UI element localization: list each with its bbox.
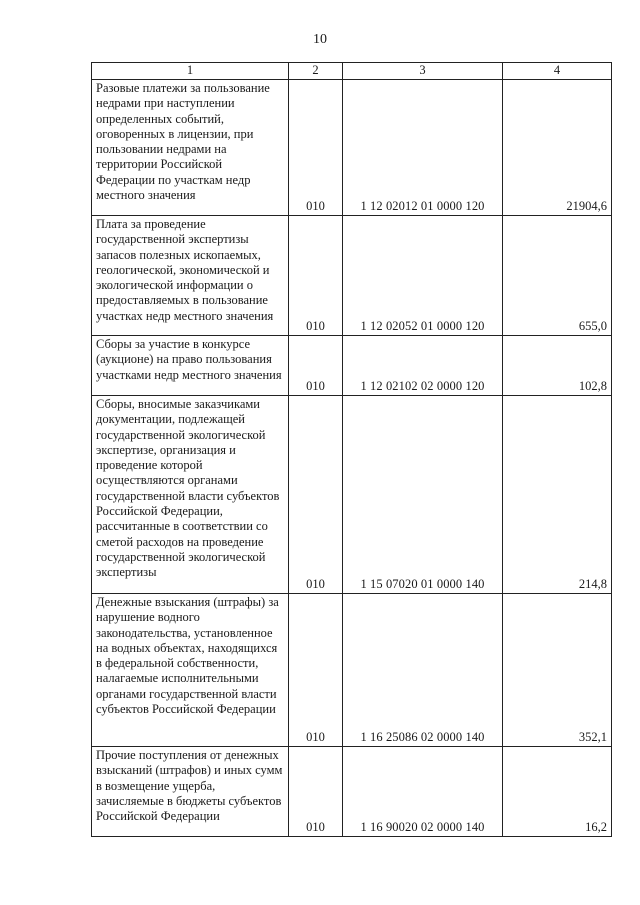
revenue-name: Разовые платежи за пользование недрами при наступлении определенных событий, оговоренных в лицензии, при пользовании недрами на территории Российской Федерации по участкам недр местного значения: [92, 80, 289, 216]
budget-classification-code: 1 16 90020 02 0000 140: [343, 747, 503, 837]
revenue-name: Денежные взыскания (штрафы) за нарушение водного законодательства, установленное на водных объектах, находящихся в федеральной собственности, налагаемые исполнительными органами государственной власти субъектов Российской Федерации: [92, 594, 289, 747]
budget-classification-code: 1 12 02012 01 0000 120: [343, 80, 503, 216]
amount-value: 214,8: [503, 396, 612, 594]
revenue-name: Прочие поступления от денежных взысканий (штрафов) и иных сумм в возмещение ущерба, зачисляемые в бюджеты субъектов Российской Федерации: [92, 747, 289, 837]
table-row: [92, 216, 612, 336]
column-header-3: 3: [343, 63, 503, 80]
page-number: 10: [313, 32, 327, 47]
line-code: 010: [289, 336, 343, 396]
revenue-table: [91, 62, 612, 837]
column-header-4: 4: [503, 63, 612, 80]
budget-classification-code: 1 16 25086 02 0000 140: [343, 594, 503, 747]
amount-value: 655,0: [503, 216, 612, 336]
line-code: 010: [289, 396, 343, 594]
table-header-row: [92, 63, 612, 80]
amount-value: 16,2: [503, 747, 612, 837]
revenue-name: Сборы за участие в конкурсе (аукционе) на право пользования участками недр местного значения: [92, 336, 289, 396]
revenue-name: Сборы, вносимые заказчиками документации, подлежащей государственной экологической экспертизе, организация и проведение которой осуществляются органами государственной власти субъектов Российской Федерации, рассчитанные в соответствии со сметой расходов на проведение государственной экологической экспертизы: [92, 396, 289, 594]
line-code: 010: [289, 594, 343, 747]
amount-value: 102,8: [503, 336, 612, 396]
amount-value: 352,1: [503, 594, 612, 747]
column-header-2: 2: [289, 63, 343, 80]
table-row: [92, 594, 612, 747]
line-code: 010: [289, 80, 343, 216]
table-row: [92, 336, 612, 396]
column-header-1: 1: [92, 63, 289, 80]
table-row: [92, 396, 612, 594]
budget-classification-code: 1 15 07020 01 0000 140: [343, 396, 503, 594]
line-code: 010: [289, 216, 343, 336]
line-code: 010: [289, 747, 343, 837]
table-row: [92, 747, 612, 837]
budget-classification-code: 1 12 02052 01 0000 120: [343, 216, 503, 336]
budget-classification-code: 1 12 02102 02 0000 120: [343, 336, 503, 396]
table-row: [92, 80, 612, 216]
revenue-name: Плата за проведение государственной экспертизы запасов полезных ископаемых, геологической, экономической и экологической информации о предоставляемых в пользование участках недр местного значения: [92, 216, 289, 336]
amount-value: 21904,6: [503, 80, 612, 216]
